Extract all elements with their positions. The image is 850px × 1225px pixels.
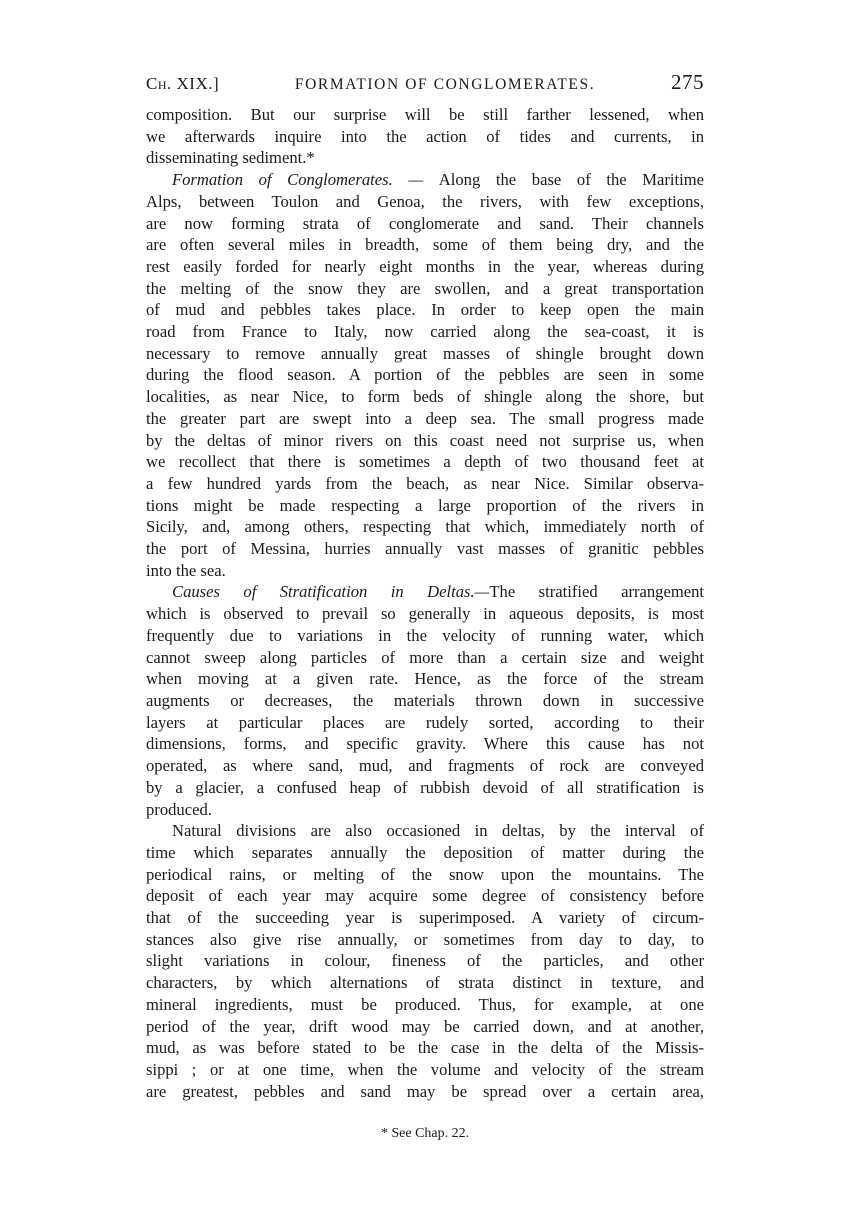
- footnote: * See Chap. 22.: [380, 1126, 470, 1141]
- text-line: [146, 581, 704, 603]
- text-line: are greatest, pebbles and sand may be spread over a certain area,: [146, 1081, 704, 1101]
- text-line: the port of Messina, hurries annually vast masses of granitic pebbles: [146, 539, 704, 559]
- text-line: augments or decreases, the materials thrown down in successive: [146, 690, 704, 710]
- text-line: of mud and pebbles takes place. In order to keep open the main: [146, 300, 704, 320]
- text-line: during the flood season. A portion of the pebbles are seen in some: [146, 365, 704, 385]
- chapter-number: Ch. XIX.]: [146, 74, 220, 93]
- section-heading-stratification: Causes of Stratification in Deltas.—: [172, 582, 490, 602]
- text-line: Natural divisions are also occasioned in deltas, by the interval of: [172, 821, 704, 841]
- text-line: by the deltas of minor rivers on this coast need not surprise us, when: [146, 430, 704, 450]
- text-line: periodical rains, or melting of the snow upon the mountains. The: [146, 864, 704, 884]
- text-line: are now forming strata of conglomerate and sand. Their channels: [146, 213, 704, 233]
- text-line: Alps, between Toulon and Genoa, the rivers, with few exceptions,: [146, 191, 704, 211]
- text-line: we recollect that there is sometimes a depth of two thousand feet at: [146, 452, 704, 472]
- text-line: rest easily forded for nearly eight months in the year, whereas during: [146, 256, 704, 276]
- page-number: 275: [670, 70, 704, 94]
- text-line: [146, 169, 704, 191]
- text-line: we afterwards inquire into the action of tides and currents, in: [146, 126, 704, 146]
- text-run: Along the base of the Maritime: [438, 170, 705, 190]
- book-page: [146, 70, 705, 1141]
- text-line: that of the succeeding year is superimposed. A variety of circum-: [146, 908, 704, 928]
- text-line: a few hundred yards from the beach, as near Nice. Similar observa-: [146, 473, 704, 493]
- text-line: into the sea.: [146, 560, 226, 580]
- text-line: the melting of the snow they are swollen, and a great transportation: [146, 278, 704, 298]
- text-run: The stratified arrangement: [489, 582, 704, 602]
- text-line: stances also give rise annually, or sometimes from day to day, to: [146, 929, 704, 949]
- text-line: sippi ; or at one time, when the volume and velocity of the stream: [146, 1059, 704, 1079]
- body-text: [146, 104, 704, 1102]
- text-line: produced.: [146, 799, 212, 819]
- text-line: composition. But our surprise will be still farther lessened, when: [146, 105, 704, 124]
- text-line: disseminating sediment.*: [146, 148, 315, 168]
- text-line: road from France to Italy, now carried along the sea-coast, it is: [146, 322, 704, 342]
- text-line: necessary to remove annually great masses of shingle brought down: [146, 343, 704, 363]
- text-line: time which separates annually the deposition of matter during the: [146, 842, 704, 862]
- text-line: the greater part are swept into a deep sea. The small progress made: [146, 408, 704, 428]
- text-line: dimensions, forms, and specific gravity. Where this cause has not: [146, 734, 704, 754]
- text-line: cannot sweep along particles of more than a certain size and weight: [146, 647, 704, 667]
- text-line: which is observed to prevail so generally in aqueous deposits, is most: [146, 604, 704, 624]
- text-line: localities, as near Nice, to form beds of shingle along the shore, but: [146, 387, 704, 407]
- text-line: when moving at a given rate. Hence, as the force of the stream: [146, 669, 704, 689]
- text-line: slight variations in colour, fineness of the particles, and other: [146, 951, 704, 971]
- running-title: FORMATION OF CONGLOMERATES.: [294, 76, 596, 93]
- text-line: frequently due to variations in the velocity of running water, which: [146, 625, 704, 645]
- text-line: Sicily, and, among others, respecting that which, immediately north of: [146, 517, 704, 537]
- text-line: characters, by which alternations of strata distinct in texture, and: [146, 973, 704, 993]
- running-head: [146, 70, 704, 104]
- text-line: period of the year, drift wood may be carried down, and at another,: [146, 1016, 704, 1036]
- text-line: tions might be made respecting a large proportion of the rivers in: [146, 495, 704, 515]
- text-line: deposit of each year may acquire some degree of consistency before: [146, 886, 704, 906]
- section-heading-conglomerates: Formation of Conglomerates. —: [172, 170, 439, 190]
- text-line: mineral ingredients, must be produced. Thus, for example, at one: [146, 994, 704, 1014]
- text-line: are often several miles in breadth, some of them being dry, and the: [146, 235, 704, 255]
- text-line: mud, as was before stated to be the case in the delta of the Missis-: [146, 1038, 704, 1058]
- text-line: operated, as where sand, mud, and fragments of rock are conveyed: [146, 756, 704, 776]
- text-line: by a glacier, a confused heap of rubbish devoid of all stratification is: [146, 777, 704, 797]
- text-line: layers at particular places are rudely sorted, according to their: [146, 712, 704, 732]
